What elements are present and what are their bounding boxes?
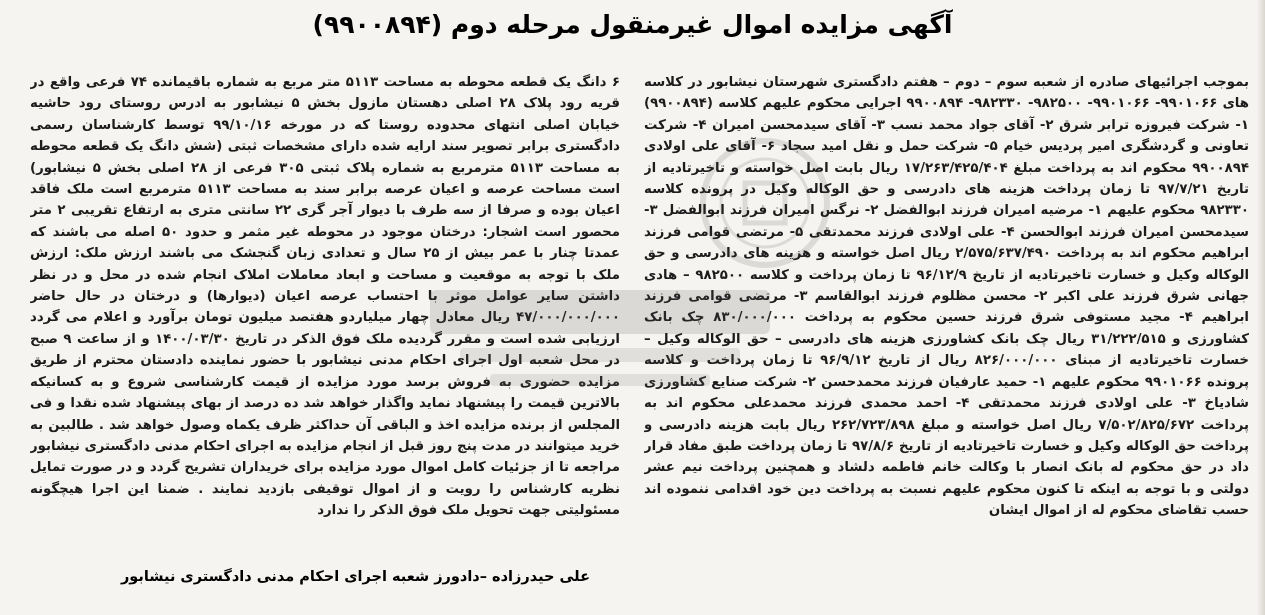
notice-signature: علی حیدرزاده –دادورز شعبه اجرای احکام مدنی دادگستری نیشابور — [120, 569, 590, 585]
scan-edge-shadow — [1257, 0, 1265, 615]
notice-body-right-column: بموجب اجرائیهای صادره از شعبه سوم – دوم – هفتم دادگستری شهرستان نیشابور در کلاسه های ۹۹۰۱۰۶۶- ۹۹۰۱۰۶۶- ۹۸۲۵۰۰- ۹۸۲۳۳۰- ۹۹۰۰۸۹۴ اجرایی محکوم علیهم کلاسه (۹۹۰۰۸۹۴) ۱- شرکت فیروزه ترابر شرق ۲- آقای جواد محمد نسب ۳- آقای سیدمحسن امیران ۴- شرکت تعاونی و گردشگری امیر پردیس خیام ۵- شرکت حمل و نقل امید سجاد ۶- آقای علی اولادی ۹۹۰۰۸۹۴ محکوم اند به پرداخت مبلغ ۱۷/۲۶۳/۴۲۵/۴۰۴ ریال بابت اصل خواسته و تاخیرتادیه از تاریخ ۹۷/۷/۲۱ تا زمان پرداخت هزینه های دادرسی و حق الوکاله وکیل در پرونده کلاسه ۹۸۲۳۳۰ محکوم علیهم ۱- مرضیه امیران فرزند ابوالفضل ۲- نرگس امیران فرزند ابوالفضل ۳- سیدمحسن امیران فرزند ابوالحسن ۴- علی اولادی فرزند محمدتقی ۵- مرتضی قوامی فرزند ابراهیم محکوم اند به پرداخت ۲/۵۷۵/۶۳۷/۴۹۰ ریال اصل خواسته و هزینه های دادرسی و حق الوکاله وکیل و خسارت تاخیرتادیه از تاریخ ۹۶/۱۲/۹ تا زمان پرداخت و کلاسه ۹۸۲۵۰۰ – هادی جهانی شرق فرزند علی اکبر ۲- محسن مظلوم فرزند ابوالقاسم ۳- مرتضی قوامی فرزند ابراهیم ۴- مجید مستوفی شرق فرزند حسین محکوم به پرداخت ۸۳۰/۰۰۰/۰۰۰ چک بانک کشاورزی و ۳۱/۲۲۲/۵۱۵ ریال چک بانک کشاورزی هزینه های دادرسی – حق الوکاله وکیل – خسارت تاخیرتادیه از مبنای ۸۲۶/۰۰۰/۰۰۰ ریال از تاریخ ۹۶/۹/۱۲ تا زمان پرداخت و کلاسه پرونده ۹۹۰۱۰۶۶ محکوم علیهم ۱- حمید عارفیان فرزند محمدحسن ۲- شرکت صنایع کشاورزی شادیاخ ۳- علی اولادی فرزند محمدتقی ۴- احمد محمدی فرزند محمدعلی محکوم اند به پرداخت ۷/۵۰۲/۸۲۵/۶۷۲ ریال اصل خواسته و مبلغ ۲۶۲/۷۲۳/۸۹۸ ریال بابت هزینه دادرسی و پرداخت حق الوکاله وکیل و خسارت تاخیرتادیه از تاریخ ۹۷/۸/۶ تا زمان پرداخت طبق مفاد قرار داد در حق محکوم له بانک انصار با وکالت خانم فاطمه دلشاد و همچنین پرداخت نیم عشر دولتی و با توجه به اینکه تا کنون محکوم علیهم نسبت به پرداخت دین خود اقدامی ننموده اند حسب تقاضای محکوم له از اموال ایشان — [644, 75, 1249, 519]
notice-title: آگهی مزایده اموال غیرمنقول مرحله دوم (۹۹۰۰۸۹۴) — [312, 10, 953, 39]
notice-body-left-column: ۶ دانگ یک قطعه محوطه به مساحت ۵۱۱۳ متر مربع به شماره باقیمانده ۷۴ فرعی واقع در قریه رود پلاک ۲۸ اصلی دهستان مازول بخش ۵ نیشابور به ادرس روستای رود حاشیه خیابان اصلی انتهای محدوده روستا که در مورخه ۹۹/۱۰/۱۶ توسط کارشناسان رسمی دادگستری برابر تصویر سند ارایه شده دارای مشخصات ثبتی (شش دانگ یک قطعه محوطه به مساحت ۵۱۱۳ مترمربع به شماره پلاک ثبتی ۳۰۵ فرعی از ۲۸ اصلی بخش ۵ نیشابور) است مساحت عرصه و اعیان عرصه برابر سند به مساحت ۵۱۱۳ مترمربع است ملک فاقد اعیان بوده و صرفا از سه طرف با دیوار آجر گری ۲۲ سانتی متری به ارتفاع تقریبی ۲ متر محصور است اشجار: درختان موجود در محوطه غیر مثمر و حدود ۵۰ اصله می باشند که عمدتا چنار با عمر بیش از ۲۵ سال و تعدادی زبان گنجشک می باشند ارزش ملک: ارزش ملک با توجه به موقعیت و مساحت و ابعاد معاملات املاک انجام شده در محل و در نظر داشتن سایر عوامل موثر با احتساب عرصه اعیان (دیوارها) و درختان در حال حاضر ۴۷/۰۰۰/۰۰۰/۰۰۰ ریال معادل چهار میلیاردو هفتصد میلیون تومان برآورد و اعلام می گردد ارزیابی شده است و مقرر گردیده ملک فوق الذکر در تاریخ ۱۴۰۰/۰۳/۳۰ و از ساعت ۹ صبح در محل شعبه اول اجرای احکام مدنی نیشابور با حضور نماینده دادستان محترم از طریق مزایده حضوری به فروش برسد مورد مزایده از قیمت کارشناسی شروع و به کسانیکه بالاترین قیمت را پیشنهاد نماید واگذار خواهد شد ده درصد از بهای پیشنهاد شده نقدا و فی المجلس از برنده مزایده اخذ و الباقی آن حداکثر ظرف یکماه وصول خواهد شد . طالبین به خرید میتوانند در مدت پنج روز قبل از انجام مزایده به اجرای احکام مدنی دادگستری نیشابور مراجعه تا از جزئیات کامل اموال مورد مزایده برای خریداران تشریح گردد و در صورت تمایل نظریه کارشناس را رویت و از اموال توقیفی بازدید نمایند . ضمنا این اجرا هیچگونه مسئولیتی جهت تحویل ملک فوق الذکر را ندارد — [30, 75, 620, 519]
